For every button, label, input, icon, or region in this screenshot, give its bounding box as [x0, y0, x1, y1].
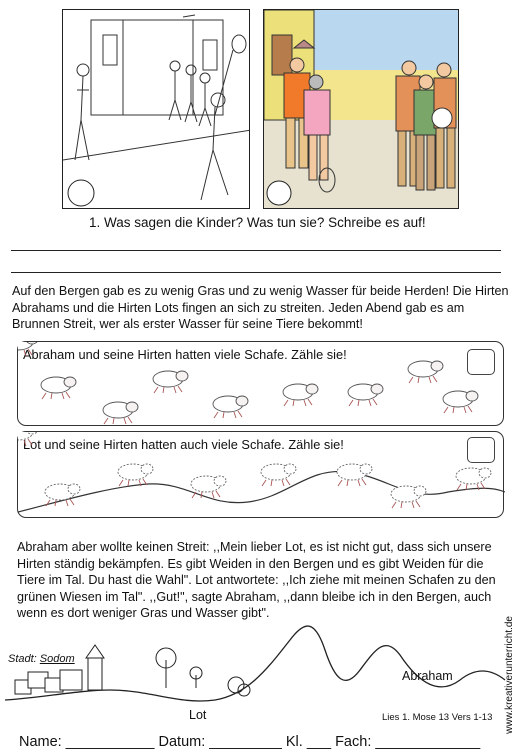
answer-line-2[interactable] [11, 272, 501, 273]
picture-left-sketch [62, 9, 250, 209]
class-field[interactable]: ___ [306, 734, 332, 750]
answer-line-1[interactable] [11, 250, 501, 251]
lot-box-label: Lot und seine Hirten hatten auch viele Schafe. Zähle sie! [23, 437, 344, 452]
children-sketch-illustration [63, 10, 250, 209]
lot-label: Lot [189, 708, 207, 722]
children-colored-illustration [264, 10, 459, 209]
worksheet-footer [19, 734, 480, 750]
website-credit: www.kreativerunterricht.de [504, 616, 515, 734]
subject-field[interactable]: _____________ [375, 734, 481, 750]
date-field[interactable]: _________ [209, 734, 282, 750]
city-label [8, 653, 75, 665]
abraham-box-label: Abraham und seine Hirten hatten viele Schafe. Zähle sie! [23, 347, 347, 362]
intro-paragraph: Auf den Bergen gab es zu wenig Gras und zu wenig Wasser für beide Herden! Die Hirten Abrahams und die Hirten Lots fingen an sich zu streiten. Jeden Abend gab es am Brunnen Streit, wer als erster Wasser für seine Tiere bekommt! [12, 284, 509, 331]
date-label: Datum: [158, 734, 206, 750]
city-prefix: Stadt: [8, 653, 40, 665]
abraham-label: Abraham [402, 669, 453, 683]
abraham-sheep-box [17, 341, 504, 426]
name-field[interactable]: ___________ [65, 734, 155, 750]
name-label: Name: [19, 734, 62, 750]
lot-sheep-illustration [18, 432, 505, 519]
lot-sheep-box [17, 431, 504, 518]
subject-label: Fach: [335, 734, 372, 750]
bible-reference: Lies 1. Mose 13 Vers 1-13 [382, 712, 493, 723]
question-1: 1. Was sagen die Kinder? Was tun sie? Schreibe es auf! [89, 215, 426, 230]
abraham-sheep-illustration [18, 342, 505, 427]
picture-right-colored [263, 9, 459, 209]
class-label: Kl. [285, 734, 303, 750]
story-paragraph: Abraham aber wollte keinen Streit: ,,Mein lieber Lot, es ist nicht gut, dass sich unsere Hirten ständig bekämpfen. Es gibt Weiden in den Bergen und es gibt Weiden für die Tiere im Tal. Du hast die Wahl". Lot antwortete: ,,Ich ziehe mit meinen Schafen zu den grünen Wiesen im Tal". ,,Gut!", sagte Abraham, ,,dann bleibe ich in den Bergen, auch wenn es dort weniger Gras und Wasser gibt". [17, 540, 496, 620]
city-name: Sodom [39, 653, 75, 665]
